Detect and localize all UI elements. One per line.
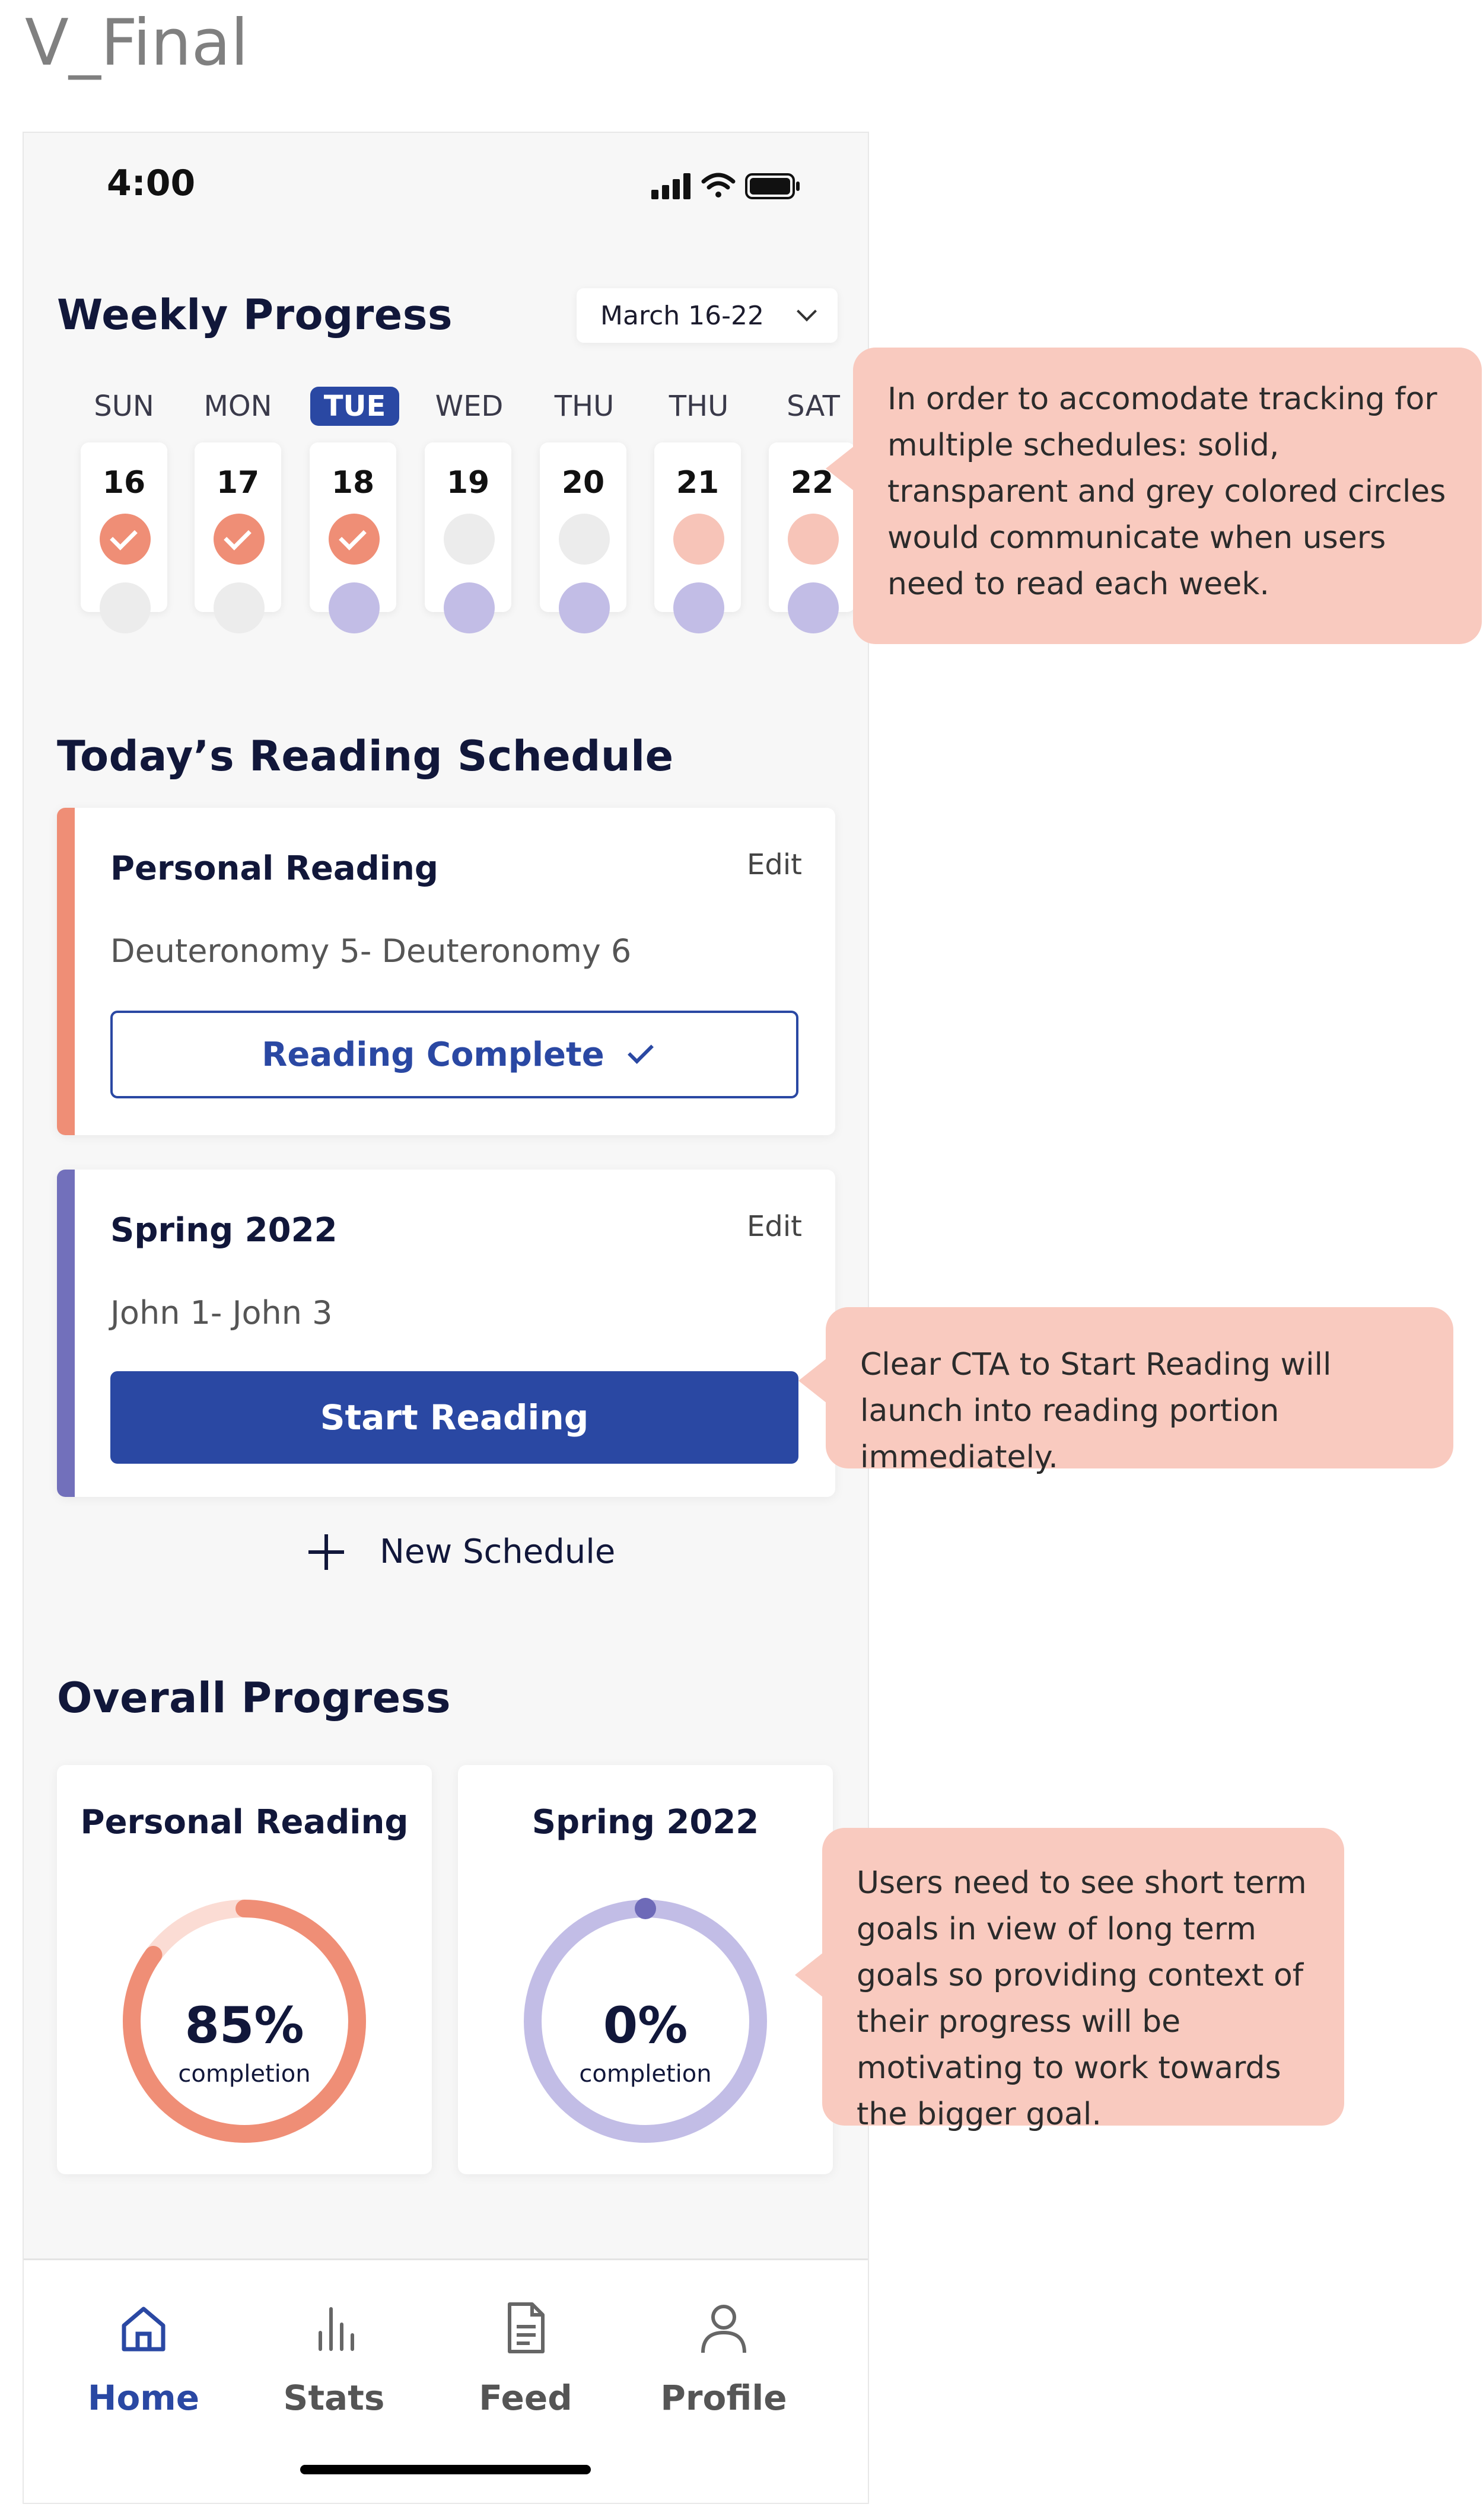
completed-dot: [329, 514, 380, 565]
reading-complete-button[interactable]: [110, 1011, 798, 1098]
tab-home[interactable]: [72, 2296, 215, 2418]
frame-title: V_Final: [25, 6, 249, 80]
phone-screen: [23, 132, 869, 2504]
day-number: 16: [102, 465, 146, 501]
check-icon: [224, 523, 252, 550]
day-label-mon: MON: [203, 390, 272, 423]
progress-caption: completion: [579, 2060, 712, 2088]
profile-icon: [691, 2296, 756, 2361]
day-card-17[interactable]: [195, 442, 281, 612]
edit-link[interactable]: Edit: [747, 848, 802, 881]
day-number: 21: [676, 465, 720, 501]
check-icon: [339, 523, 367, 550]
scheduled-dot: [444, 582, 495, 633]
check-icon: [110, 523, 138, 550]
inactive-dot: [100, 582, 151, 633]
tab-label: Stats: [283, 2378, 385, 2418]
note-text: Users need to see short term goals in view of long term goals so providing context of their progress will be motivating to work towards the bigger goal.: [857, 1865, 1307, 2132]
day-label-sun: SUN: [94, 390, 154, 423]
upcoming-dot: [788, 514, 839, 565]
status-icons: [651, 168, 829, 204]
reading-range: Deuteronomy 5- Deuteronomy 6: [110, 932, 632, 970]
day-card-16[interactable]: [81, 442, 167, 612]
day-label-thu: THU: [554, 390, 615, 423]
reading-range: John 1- John 3: [110, 1294, 333, 1331]
progress-card-name: Spring 2022: [532, 1803, 759, 1842]
day-number: 22: [790, 465, 834, 501]
annotation-note-progress: [822, 1828, 1344, 2132]
cellular-signal-icon: [651, 173, 690, 199]
day-number: 19: [446, 465, 490, 501]
reading-complete-label: Reading Complete: [262, 1035, 604, 1074]
tab-label: Home: [87, 2378, 200, 2418]
scheduled-dot: [673, 582, 724, 633]
progress-card-spring[interactable]: [458, 1765, 833, 2174]
completed-dot: [214, 514, 265, 565]
note-pointer: [826, 446, 854, 491]
new-schedule-label: New Schedule: [380, 1533, 616, 1571]
scheduled-dot: [559, 582, 610, 633]
check-icon: [628, 1038, 654, 1064]
feed-icon: [493, 2296, 558, 2361]
inactive-dot: [559, 514, 610, 565]
note-pointer: [795, 1952, 823, 1997]
home-icon: [111, 2296, 176, 2361]
progress-card-name: Personal Reading: [80, 1803, 409, 1842]
wifi-icon: [704, 175, 733, 197]
progress-card-personal[interactable]: [57, 1765, 432, 2174]
progress-start-marker: [635, 1898, 656, 1919]
weekly-progress-title: Weekly Progress: [57, 291, 453, 339]
battery-icon: [746, 174, 800, 198]
tab-feed[interactable]: [454, 2296, 597, 2418]
schedule-card-personal: [57, 808, 835, 1135]
progress-caption: completion: [178, 2060, 311, 2088]
day-card-20[interactable]: [540, 442, 626, 612]
plus-icon: [308, 1534, 344, 1570]
schedule-name: Personal Reading: [110, 849, 438, 888]
todays-schedule-title: Today’s Reading Schedule: [57, 732, 674, 780]
scheduled-dot: [329, 582, 380, 633]
note-pointer: [798, 1358, 827, 1403]
inactive-dot: [444, 514, 495, 565]
edit-link[interactable]: Edit: [747, 1210, 802, 1243]
tab-label: Profile: [660, 2378, 787, 2418]
home-indicator: [300, 2465, 591, 2474]
schedule-color-bar: [57, 808, 75, 1135]
day-label-thu-2: THU: [669, 390, 729, 423]
tab-profile[interactable]: [653, 2296, 795, 2418]
overall-progress-title: Overall Progress: [57, 1674, 451, 1722]
day-number: 18: [331, 465, 375, 501]
tab-label: Feed: [479, 2378, 572, 2418]
progress-percent: 0%: [603, 1996, 688, 2054]
week-range-dropdown[interactable]: [577, 288, 838, 343]
schedule-name: Spring 2022: [110, 1211, 338, 1250]
day-number: 17: [216, 465, 260, 501]
scheduled-dot: [788, 582, 839, 633]
day-card-19[interactable]: [425, 442, 511, 612]
schedule-color-bar: [57, 1170, 75, 1497]
start-reading-button[interactable]: Start Reading: [110, 1371, 798, 1464]
progress-percent: 85%: [184, 1996, 304, 2054]
day-number: 20: [561, 465, 605, 501]
chevron-down-icon: [797, 301, 817, 321]
day-card-18[interactable]: [310, 442, 396, 612]
day-card-21[interactable]: [654, 442, 741, 612]
status-time: 4:00: [107, 163, 196, 204]
upcoming-dot: [673, 514, 724, 565]
week-range-value: March 16-22: [600, 300, 764, 331]
day-label-wed: WED: [435, 390, 504, 423]
inactive-dot: [214, 582, 265, 633]
day-label-tue-selected[interactable]: TUE: [310, 387, 399, 426]
note-text: Clear CTA to Start Reading will launch into reading portion immediately.: [860, 1347, 1332, 1475]
new-schedule-button[interactable]: [308, 1533, 615, 1571]
day-label-sat: SAT: [787, 390, 840, 423]
annotation-note-weekly: [853, 348, 1482, 644]
annotation-note-cta: [826, 1307, 1453, 1475]
schedule-card-spring: [57, 1170, 835, 1497]
note-text: In order to accomodate tracking for multiple schedules: solid, transparent and grey colored circles would communicate when users need to read each week.: [887, 381, 1446, 602]
completed-dot: [100, 514, 151, 565]
tab-stats[interactable]: [263, 2296, 405, 2418]
stats-icon: [301, 2296, 367, 2361]
